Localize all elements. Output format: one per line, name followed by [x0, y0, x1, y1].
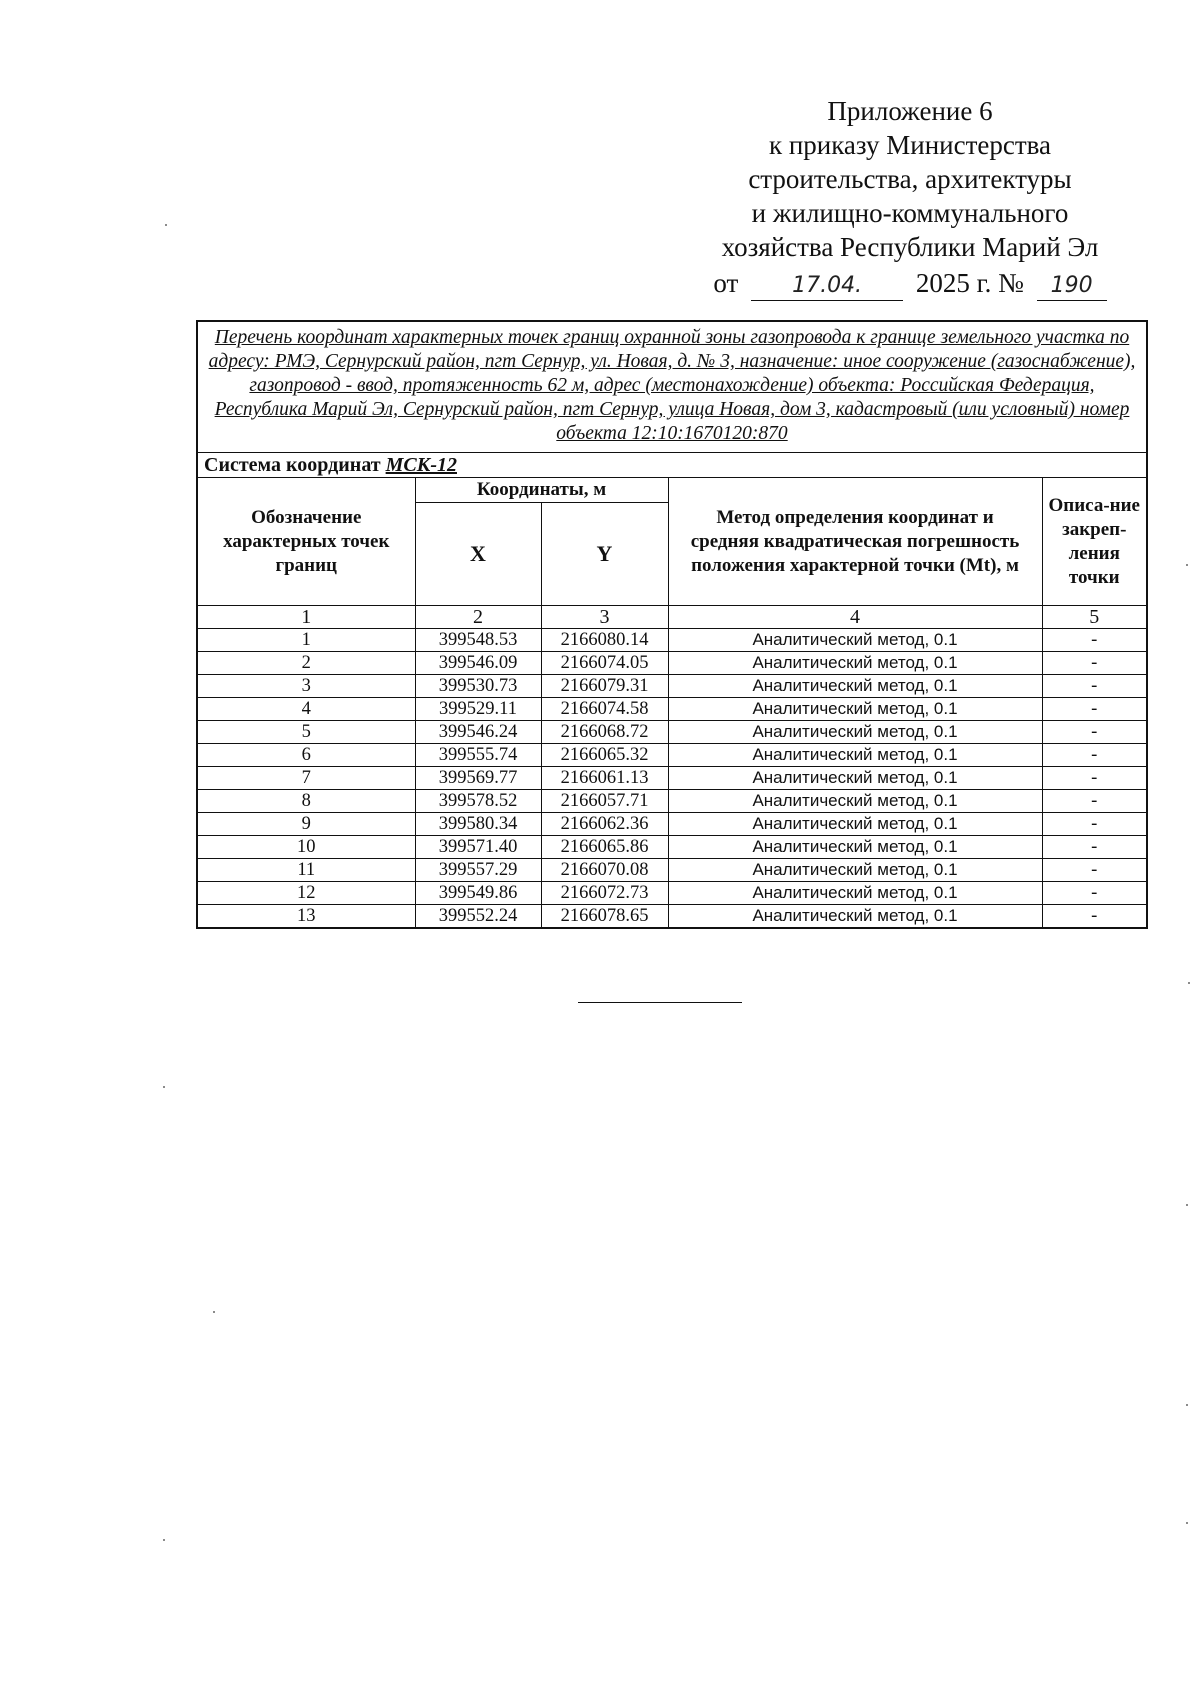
- scan-speck: [1186, 564, 1188, 566]
- point-cell: 8: [197, 790, 415, 813]
- closing-rule: [578, 1002, 742, 1003]
- description-cell: -: [1042, 790, 1147, 813]
- description-cell: -: [1042, 813, 1147, 836]
- description-cell: -: [1042, 698, 1147, 721]
- header-row: [197, 478, 1147, 503]
- table-row: [197, 675, 1147, 698]
- point-cell: 11: [197, 859, 415, 882]
- appendix-header: [690, 94, 1130, 301]
- column-numbers-row: [197, 606, 1147, 629]
- point-cell: 4: [197, 698, 415, 721]
- method-cell: Аналитический метод, 0.1: [668, 836, 1042, 859]
- coord-system: [197, 453, 1147, 478]
- method-cell: Аналитический метод, 0.1: [668, 905, 1042, 929]
- description-cell: -: [1042, 629, 1147, 652]
- header-y: Y: [541, 503, 668, 606]
- y-cell: 2166065.86: [541, 836, 668, 859]
- method-cell: Аналитический метод, 0.1: [668, 652, 1042, 675]
- table-title-row: [197, 321, 1147, 453]
- column-number: 1: [197, 606, 415, 629]
- x-cell: 399557.29: [415, 859, 541, 882]
- header-line: и жилищно-коммунального: [751, 198, 1069, 228]
- scan-speck: [163, 1086, 165, 1088]
- x-cell: 399571.40: [415, 836, 541, 859]
- coord-system-value: МСК-12: [385, 454, 457, 476]
- description-cell: -: [1042, 836, 1147, 859]
- scan-speck: [1188, 982, 1190, 984]
- x-cell: 399555.74: [415, 744, 541, 767]
- header-x: X: [415, 503, 541, 606]
- method-cell: Аналитический метод, 0.1: [668, 744, 1042, 767]
- x-cell: 399578.52: [415, 790, 541, 813]
- y-cell: 2166070.08: [541, 859, 668, 882]
- header-description: Описа-ние закреп-ления точки: [1042, 478, 1147, 606]
- y-cell: 2166079.31: [541, 675, 668, 698]
- y-cell: 2166062.36: [541, 813, 668, 836]
- y-cell: 2166074.05: [541, 652, 668, 675]
- handwritten-date: 17.04.: [792, 273, 863, 298]
- method-cell: Аналитический метод, 0.1: [668, 790, 1042, 813]
- table-row: [197, 629, 1147, 652]
- order-date-line: [690, 266, 1130, 301]
- description-cell: -: [1042, 675, 1147, 698]
- table-row: [197, 882, 1147, 905]
- table-row: [197, 859, 1147, 882]
- x-cell: 399548.53: [415, 629, 541, 652]
- scan-speck: [1186, 1204, 1188, 1206]
- coordinates-table: [196, 320, 1148, 929]
- y-cell: 2166072.73: [541, 882, 668, 905]
- method-cell: Аналитический метод, 0.1: [668, 813, 1042, 836]
- column-number: 5: [1042, 606, 1147, 629]
- year-number-label: 2025 г. №: [915, 268, 1024, 298]
- y-cell: 2166080.14: [541, 629, 668, 652]
- y-cell: 2166068.72: [541, 721, 668, 744]
- table-row: [197, 905, 1147, 929]
- x-cell: 399546.24: [415, 721, 541, 744]
- table-row: [197, 721, 1147, 744]
- table-row: [197, 744, 1147, 767]
- description-cell: -: [1042, 744, 1147, 767]
- method-cell: Аналитический метод, 0.1: [668, 721, 1042, 744]
- column-number: 3: [541, 606, 668, 629]
- description-cell: -: [1042, 859, 1147, 882]
- column-number: 4: [668, 606, 1042, 629]
- description-cell: -: [1042, 882, 1147, 905]
- header-line: строительства, архитектуры: [748, 164, 1072, 194]
- x-cell: 399569.77: [415, 767, 541, 790]
- scan-speck: [163, 1539, 165, 1541]
- handwritten-number: 190: [1050, 273, 1093, 298]
- y-cell: 2166061.13: [541, 767, 668, 790]
- column-number: 2: [415, 606, 541, 629]
- point-cell: 7: [197, 767, 415, 790]
- x-cell: 399529.11: [415, 698, 541, 721]
- point-cell: 10: [197, 836, 415, 859]
- header-line: к приказу Министерства: [768, 130, 1052, 160]
- y-cell: 2166078.65: [541, 905, 668, 929]
- method-cell: Аналитический метод, 0.1: [668, 629, 1042, 652]
- scan-speck: [165, 224, 167, 226]
- point-cell: 1: [197, 629, 415, 652]
- method-cell: Аналитический метод, 0.1: [668, 675, 1042, 698]
- method-cell: Аналитический метод, 0.1: [668, 767, 1042, 790]
- table-row: [197, 698, 1147, 721]
- coord-system-label: Система координат: [204, 454, 381, 476]
- table-row: [197, 767, 1147, 790]
- description-cell: -: [1042, 905, 1147, 929]
- table-row: [197, 652, 1147, 675]
- method-cell: Аналитический метод, 0.1: [668, 859, 1042, 882]
- scan-speck: [1186, 1404, 1188, 1406]
- x-cell: 399546.09: [415, 652, 541, 675]
- scan-speck: [1186, 1522, 1188, 1524]
- point-cell: 9: [197, 813, 415, 836]
- description-cell: -: [1042, 652, 1147, 675]
- point-cell: 13: [197, 905, 415, 929]
- x-cell: 399552.24: [415, 905, 541, 929]
- description-cell: -: [1042, 721, 1147, 744]
- y-cell: 2166074.58: [541, 698, 668, 721]
- y-cell: 2166065.32: [541, 744, 668, 767]
- y-cell: 2166057.71: [541, 790, 668, 813]
- description-cell: -: [1042, 767, 1147, 790]
- number-field: [1037, 269, 1107, 301]
- from-label: от: [713, 268, 739, 298]
- header-line: хозяйства Республики Марий Эл: [721, 232, 1099, 262]
- scan-speck: [213, 1311, 215, 1313]
- date-field: [751, 269, 903, 301]
- table-row: [197, 836, 1147, 859]
- point-cell: 12: [197, 882, 415, 905]
- x-cell: 399580.34: [415, 813, 541, 836]
- point-cell: 2: [197, 652, 415, 675]
- x-cell: 399549.86: [415, 882, 541, 905]
- header-method: Метод определения координат и средняя квадратическая погрешность положения характерной точки (Mt), м: [668, 478, 1042, 606]
- table-row: [197, 813, 1147, 836]
- method-cell: Аналитический метод, 0.1: [668, 882, 1042, 905]
- table-title: Перечень координат характерных точек границ охранной зоны газопровода к границе земельного участка по адресу: РМЭ, Сернурский район, пгт Сернур, ул. Новая, д. № 3, назначение: иное сооружение (газоснабжение), газопровод - ввод, протяженность 62 м, адрес (местонахождение) объекта: Российская Федерация, Республика Марий Эл, Сернурский район, пгт Сернур, улица Новая, дом 3, кадастровый (или условный) номер объекта 12:10:1670120:870: [197, 321, 1147, 453]
- header-line: Приложение 6: [827, 96, 993, 126]
- coord-system-row: [197, 453, 1147, 478]
- point-cell: 5: [197, 721, 415, 744]
- point-cell: 3: [197, 675, 415, 698]
- method-cell: Аналитический метод, 0.1: [668, 698, 1042, 721]
- header-coords: Координаты, м: [415, 478, 668, 503]
- x-cell: 399530.73: [415, 675, 541, 698]
- header-points: Обозначение характерных точек границ: [197, 478, 415, 606]
- table-row: [197, 790, 1147, 813]
- point-cell: 6: [197, 744, 415, 767]
